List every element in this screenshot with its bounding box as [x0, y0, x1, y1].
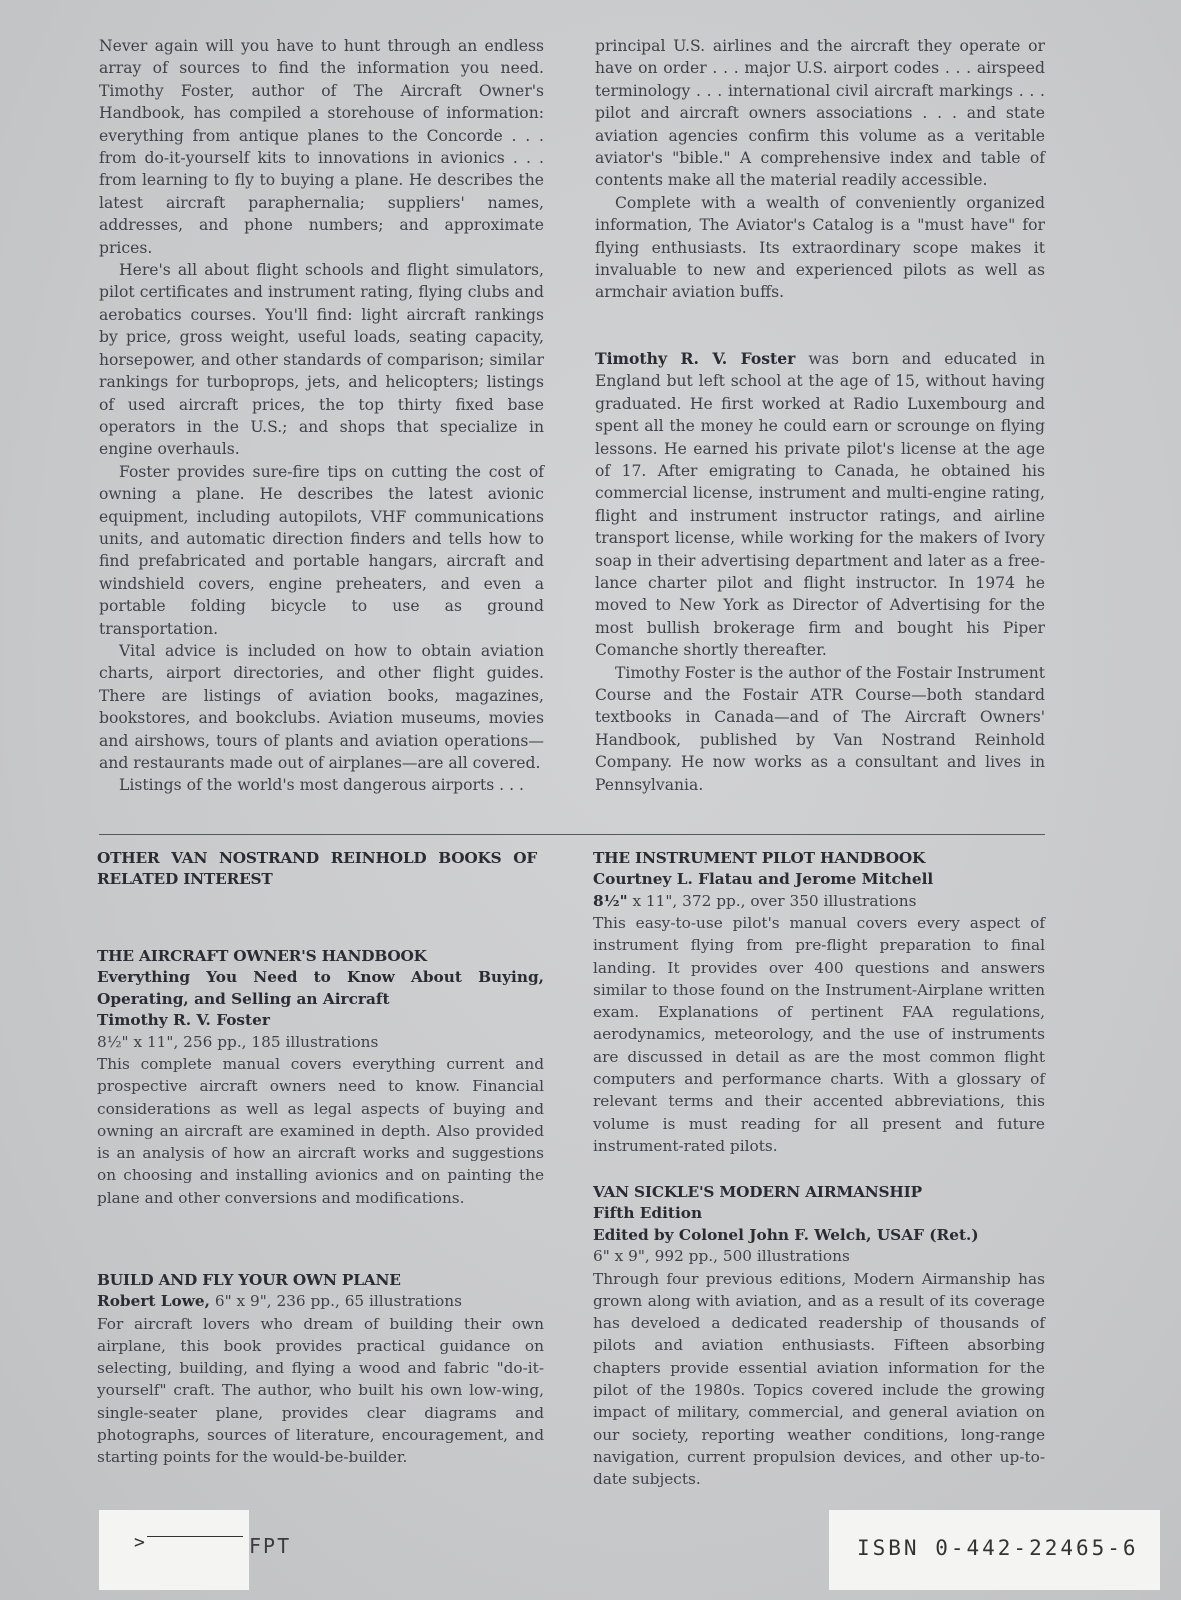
description-paragraph: Vital advice is included on how to obtain aviation charts, airport directories, and other flight guides. There are listings of aviation books, magazines, bookstores, and bookclubs. Aviation museums, movies and airshows, tours of plants and aviation operations—and restaurants made out of airplanes—are all covered. [99, 641, 544, 772]
price-sticker [99, 1510, 249, 1590]
description-paragraph: Here's all about flight schools and flight simulators, pilot certificates and instrument rating, flying clubs and aerobatics courses. You'll find: light aircraft rankings by price, gross weight, useful loads, seating capacity, horsepower, and other standards of comparison; similar rankings for turboprops, jets, and helicopters; listings of used aircraft prices, the top thirty fixed base operators in the U.S.; and shops that specialize in engine overhauls. [99, 261, 544, 459]
book-meta: 6" x 9", 992 pp., 500 illustrations [593, 1247, 850, 1265]
book-meta: x 11", 372 pp., over 350 illustrations [627, 891, 917, 910]
book-author: Edited by Colonel John F. Welch, USAF (Ret.) [593, 1225, 979, 1244]
book-author: Courtney L. Flatau and Jerome Mitchell [593, 870, 934, 888]
book-title: THE AIRCRAFT OWNER'S HANDBOOK [97, 947, 427, 965]
book-title: VAN SICKLE'S MODERN AIRMANSHIP [593, 1183, 922, 1201]
book-author: Timothy R. V. Foster [97, 1011, 270, 1029]
book-entry [97, 1270, 544, 1469]
author-name: Timothy R. V. Foster [595, 348, 796, 368]
book-meta: 6" x 9", 236 pp., 65 illustrations [209, 1292, 462, 1310]
other-books-heading [97, 848, 537, 890]
book-edition: Fifth Edition [593, 1204, 703, 1222]
description-paragraph: principal U.S. airlines and the aircraft they operate or have on order . . . major U.S. airport codes . . . airspeed terminology . . . international civil aircraft markings . . . pilot and aircraft owners associations . . . and state aviation agencies confirm this volume as a veritable aviator's "bible." A comprehensive index and table of contents make all the material readily accessible. [595, 37, 1045, 190]
description-paragraph: Listings of the world's most dangerous airports . . . [119, 776, 524, 795]
bio-paragraph: Timothy Foster is the author of the Fostair Instrument Course and the Fostair ATR Course—both standard textbooks in Canada—and of The Aircraft Owners' Handbook, published by Van Nostrand Reinhold Company. He now works as a consultant and lives in Pennsylvania. [595, 663, 1046, 794]
book-description: Through four previous editions, Modern Airmanship has grown along with aviation, and as a result of its coverage has develoed a dedicated readership of thousands of pilots and aviation enthusiasts. Fifteen absorbing chapters provide essential aviation information for the pilot of the 1980s. Topics covered include the growing impact of military, commercial, and general aviation on our society, reporting weather conditions, long-range navigation, current propulsion devices, and other up-to-date subjects. [593, 1269, 1045, 1489]
author-bio [595, 348, 1045, 662]
book-author: Robert Lowe, [97, 1292, 210, 1310]
book-title: THE INSTRUMENT PILOT HANDBOOK [593, 849, 926, 867]
book-meta: 8½" x 11", 256 pp., 185 illustrations [97, 1032, 379, 1051]
description-paragraph: Complete with a wealth of conveniently organized information, The Aviator's Catalog is a "must have" for flying enthusiasts. Its extraordinary scope makes it invaluable to new and experienced pilots as well as armchair aviation buffs. [595, 193, 1045, 302]
book-description: This complete manual covers everything current and prospective aircraft owners need to know. Financial considerations as well as legal aspects of buying and owning an aircraft are examined in depth. Also provided is an analysis of how an aircraft works and suggestions on choosing and installing avionics and on painting the plane and other conversions and modifications. [97, 1055, 544, 1207]
book-title: BUILD AND FLY YOUR OWN PLANE [97, 1271, 401, 1289]
price-mark: > [134, 1532, 145, 1553]
book-description: This easy-to-use pilot's manual covers every aspect of instrument flying from pre-flight preparation to final landing. It provides over 400 questions and answers similar to those found on the Instrument-Airplane written exam. Explanations of pertinent FAA regulations, aerodynamics, meteorology, and the use of instruments are discussed in detail as are the most common flight computers and performance charts. With a glossary of relevant terms and their accented abbreviations, this volume is must reading for all present and future instrument-rated pilots. [593, 914, 1045, 1155]
book-meta-line [593, 891, 1045, 913]
description-paragraph: Never again will you have to hunt through an endless array of sources to find the information you need. Timothy Foster, author of The Aircraft Owner's Handbook, has compiled a storehouse of information: everything from antique planes to the Concorde . . . from do-it-yourself kits to innovations in avionics . . . from learning to fly to buying a plane. He describes the latest aircraft paraphernalia; suppliers' names, addresses, and phone numbers; and approximate prices. [99, 37, 544, 257]
book-entry [593, 1182, 1045, 1490]
description-right-column [595, 35, 1045, 796]
description-paragraph: Foster provides sure-fire tips on cutting the cost of owning a plane. He describes the latest avionic equipment, including autopilots, VHF communications units, and automatic direction finders and tells how to find prefabricated and portable hangars, aircraft and windshield covers, engine preheaters, and even a portable folding bicycle to use as ground transportation. [99, 462, 544, 638]
book-entry [97, 946, 544, 1209]
bio-text: was born and educated in England but left school at the age of 15, without having graduated. He first worked at Radio Luxembourg and spent all the money he could earn or scrounge on flying lessons. He earned his private pilot's license at the age of 17. After emigrating to Canada, he obtained his commercial license, instrument and multi-engine rating, flight and instrument instructor ratings, and airline transport license, while working for the makers of Ivory soap in their advertising department and later as a free-lance charter pilot and flight instructor. In 1974 he moved to New York as Director of Advertising for the most bullish brokerage firm and bought his Piper Comanche shortly thereafter. [595, 349, 1045, 660]
book-subtitle: Everything You Need to Know About Buying, Operating, and Selling an Aircraft [97, 968, 544, 1008]
isbn-label [829, 1510, 1160, 1590]
book-meta-size: 8½" [593, 891, 628, 910]
book-meta-line [97, 1291, 544, 1313]
book-entry [593, 848, 1045, 1157]
isbn-text: ISBN 0-442-22465-6 [857, 1536, 1139, 1560]
description-left-column [99, 35, 544, 797]
other-books-heading-text: OTHER VAN NOSTRAND REINHOLD BOOKS OF RELATED INTEREST [97, 849, 537, 888]
section-divider [99, 834, 1045, 835]
book-description: For aircraft lovers who dream of building their own airplane, this book provides practical guidance on selecting, building, and flying a wood and fabric "do-it-yourself" craft. The author, who built his own low-wing, single-seater plane, provides clear diagrams and photographs, sources of literature, encouragement, and starting points for the would-be-builder. [97, 1314, 544, 1467]
store-code: FPT [249, 1534, 292, 1558]
price-line [147, 1536, 243, 1537]
